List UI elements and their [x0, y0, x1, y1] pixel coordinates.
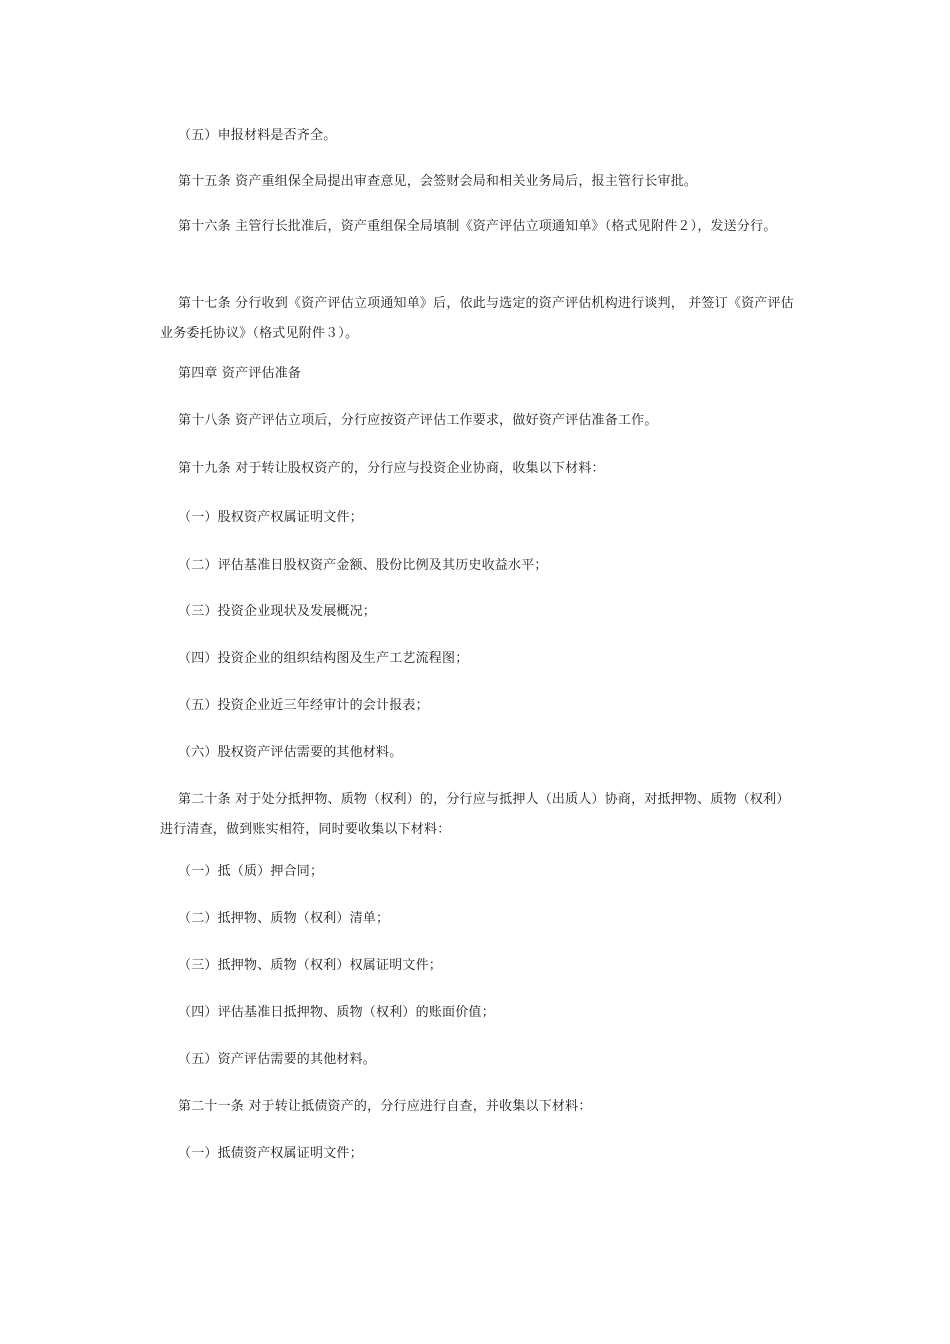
list-item: （六）股权资产评估需要的其他材料。 — [178, 745, 403, 760]
list-item: （一）抵（质）押合同； — [178, 864, 324, 879]
list-item: （四）评估基准日抵押物、质物（权利）的账面价值； — [178, 1005, 495, 1020]
article-16: 第十六条 主管行长批准后，资产重组保全局填制《资产评估立项通知单》（格式见附件２），发送分行。 — [178, 219, 777, 234]
list-item: （一）股权资产权属证明文件； — [178, 510, 363, 525]
list-item: （一）抵债资产权属证明文件； — [178, 1146, 363, 1161]
list-item: （二）抵押物、质物（权利）清单； — [178, 911, 390, 926]
paragraph: （五）申报材料是否齐全。 — [178, 128, 337, 143]
article-17: 第十七条 分行收到《资产评估立项通知单》后，依此与选定的资产评估机构进行谈判， 并签订《资产评估业务委托协议》（格式见附件３）。 — [160, 296, 794, 341]
list-item: （五）资产评估需要的其他材料。 — [178, 1052, 377, 1067]
list-item: （五）投资企业近三年经审计的会计报表； — [178, 698, 429, 713]
article-21: 第二十一条 对于转让抵债资产的，分行应进行自查，并收集以下材料： — [178, 1099, 592, 1114]
article-18: 第十八条 资产评估立项后，分行应按资产评估工作要求，做好资产评估准备工作。 — [178, 413, 658, 428]
article-15: 第十五条 资产重组保全局提出审查意见，会签财会局和相关业务局后，报主管行长审批。 — [178, 174, 698, 189]
list-item: （四）投资企业的组织结构图及生产工艺流程图； — [178, 651, 469, 666]
list-item: （三）投资企业现状及发展概况； — [178, 604, 377, 619]
list-item: （三）抵押物、质物（权利）权属证明文件； — [178, 958, 443, 973]
chapter-4-heading: 第四章 资产评估准备 — [178, 366, 302, 381]
article-20: 第二十条 对于处分抵押物、质物（权利）的，分行应与抵押人（出质人）协商，对抵押物、质物（权利）进行清查，做到账实相符，同时要收集以下材料： — [160, 792, 790, 837]
list-item: （二）评估基准日股权资产金额、股份比例及其历史收益水平； — [178, 558, 548, 573]
article-19: 第十九条 对于转让股权资产的，分行应与投资企业协商，收集以下材料： — [178, 461, 605, 476]
